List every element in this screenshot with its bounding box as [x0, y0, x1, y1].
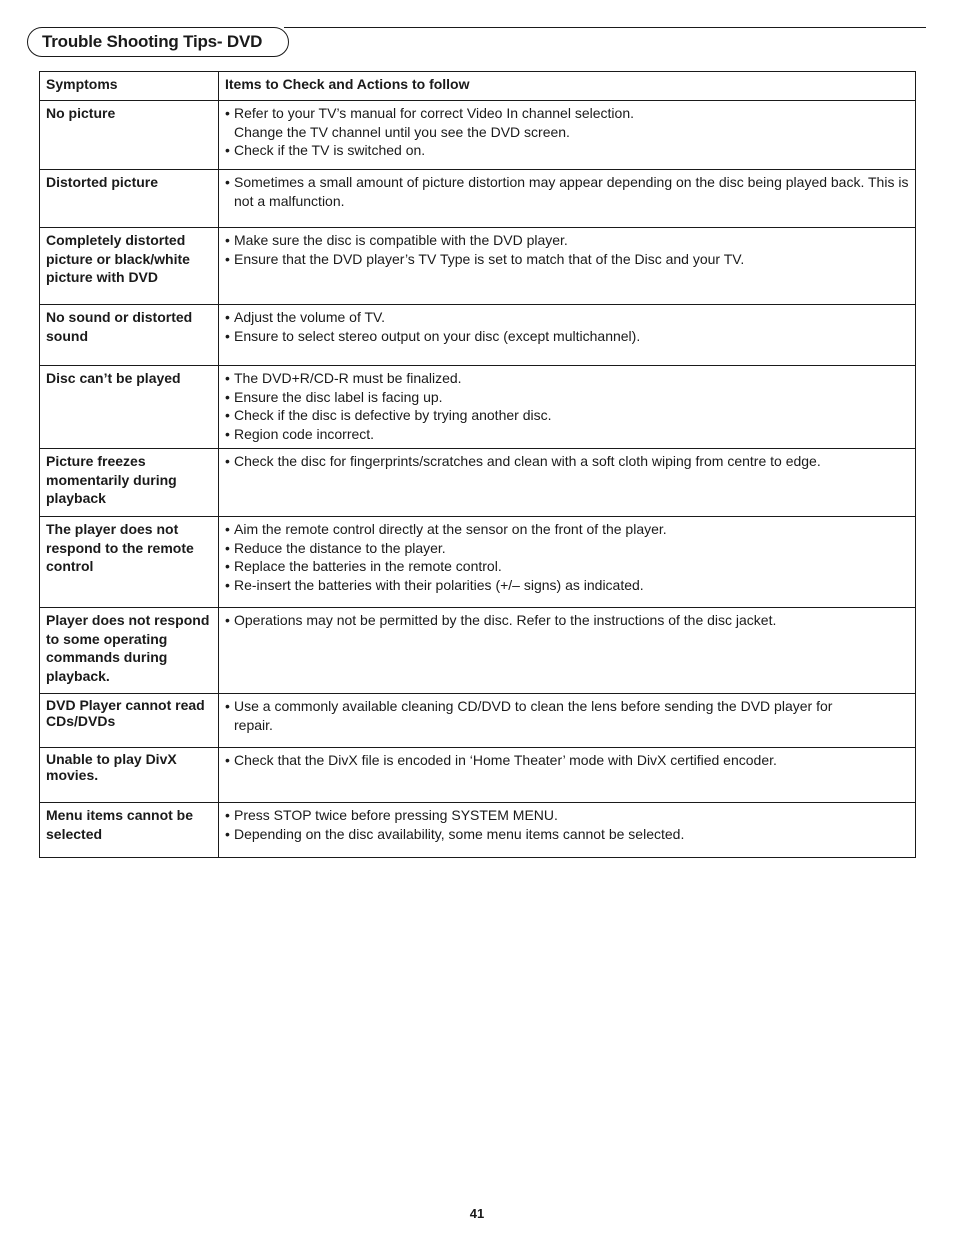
table-row: [40, 305, 916, 366]
actions-cell: [219, 305, 916, 366]
action-item: • Check that the DivX file is encoded in ‘Home Theater’ mode with DivX certified encoder.: [225, 751, 909, 770]
action-item: • Sometimes a small amount of picture distortion may appear depending on the disc being played back. This is not a malfunction.: [225, 173, 909, 210]
action-item: • Operations may not be permitted by the disc. Refer to the instructions of the disc jacket.: [225, 611, 909, 630]
table-row: [40, 694, 916, 748]
action-item: • Re-insert the batteries with their polarities (+/– signs) as indicated.: [225, 576, 909, 595]
table-row: [40, 101, 916, 170]
table-row: [40, 803, 916, 858]
action-item: • Use a commonly available cleaning CD/DVD to clean the lens before sending the DVD player for repair.: [225, 697, 874, 734]
page-title: Trouble Shooting Tips- DVD: [27, 27, 289, 57]
symptom-cell: No picture: [40, 101, 219, 170]
action-item: • Ensure the disc label is facing up.: [225, 388, 909, 407]
action-item: • Make sure the disc is compatible with the DVD player.: [225, 231, 909, 250]
table-row: [40, 449, 916, 517]
action-item: • Ensure that the DVD player’s TV Type is set to match that of the Disc and your TV.: [225, 250, 909, 269]
action-item: • Check the disc for fingerprints/scratches and clean with a soft cloth wiping from centre to edge.: [225, 452, 909, 471]
actions-cell: [219, 608, 916, 694]
actions-cell: [219, 803, 916, 858]
action-item: • Check if the TV is switched on.: [225, 141, 909, 160]
actions-cell: [219, 366, 916, 449]
action-item: • Refer to your TV’s manual for correct Video In channel selection. Change the TV channel until you see the DVD screen.: [225, 104, 674, 141]
actions-cell: [219, 101, 916, 170]
actions-cell: [219, 228, 916, 305]
page-number: 41: [469, 1206, 485, 1221]
actions-cell: [219, 748, 916, 803]
table-row: [40, 608, 916, 694]
action-item: • Depending on the disc availability, some menu items cannot be selected.: [225, 825, 909, 844]
table-row: [40, 748, 916, 803]
symptom-cell: The player does not respond to the remote control: [40, 517, 219, 608]
troubleshooting-table: [39, 71, 916, 858]
symptom-cell: Menu items cannot be selected: [40, 803, 219, 858]
action-item: • Press STOP twice before pressing SYSTEM MENU.: [225, 806, 909, 825]
symptom-cell: Picture freezes momentarily during playback: [40, 449, 219, 517]
table-row: [40, 517, 916, 608]
symptom-cell: Completely distorted picture or black/white picture with DVD: [40, 228, 219, 305]
action-item: • Aim the remote control directly at the sensor on the front of the player.: [225, 520, 909, 539]
symptom-cell: Unable to play DivX movies.: [40, 748, 219, 803]
action-item: • Region code incorrect.: [225, 425, 909, 444]
table-header-row: [40, 72, 916, 101]
header-rule: [284, 27, 926, 28]
symptom-cell: DVD Player cannot read CDs/DVDs: [40, 694, 219, 748]
actions-cell: [219, 170, 916, 228]
symptom-cell: Disc can’t be played: [40, 366, 219, 449]
action-item: • Check if the disc is defective by trying another disc.: [225, 406, 909, 425]
actions-cell: [219, 694, 916, 748]
header-symptoms: Symptoms: [40, 72, 219, 101]
action-item: • Replace the batteries in the remote control.: [225, 557, 909, 576]
action-item: • Ensure to select stereo output on your disc (except multichannel).: [225, 327, 909, 346]
action-item: • The DVD+R/CD-R must be finalized.: [225, 369, 909, 388]
table-row: [40, 228, 916, 305]
action-item: • Reduce the distance to the player.: [225, 539, 909, 558]
symptom-cell: Player does not respond to some operating commands during playback.: [40, 608, 219, 694]
action-item: • Adjust the volume of TV.: [225, 308, 909, 327]
actions-cell: [219, 449, 916, 517]
table-row: [40, 170, 916, 228]
symptom-cell: No sound or distorted sound: [40, 305, 219, 366]
symptom-cell: Distorted picture: [40, 170, 219, 228]
actions-cell: [219, 517, 916, 608]
header-actions: Items to Check and Actions to follow: [219, 72, 916, 101]
table-row: [40, 366, 916, 449]
